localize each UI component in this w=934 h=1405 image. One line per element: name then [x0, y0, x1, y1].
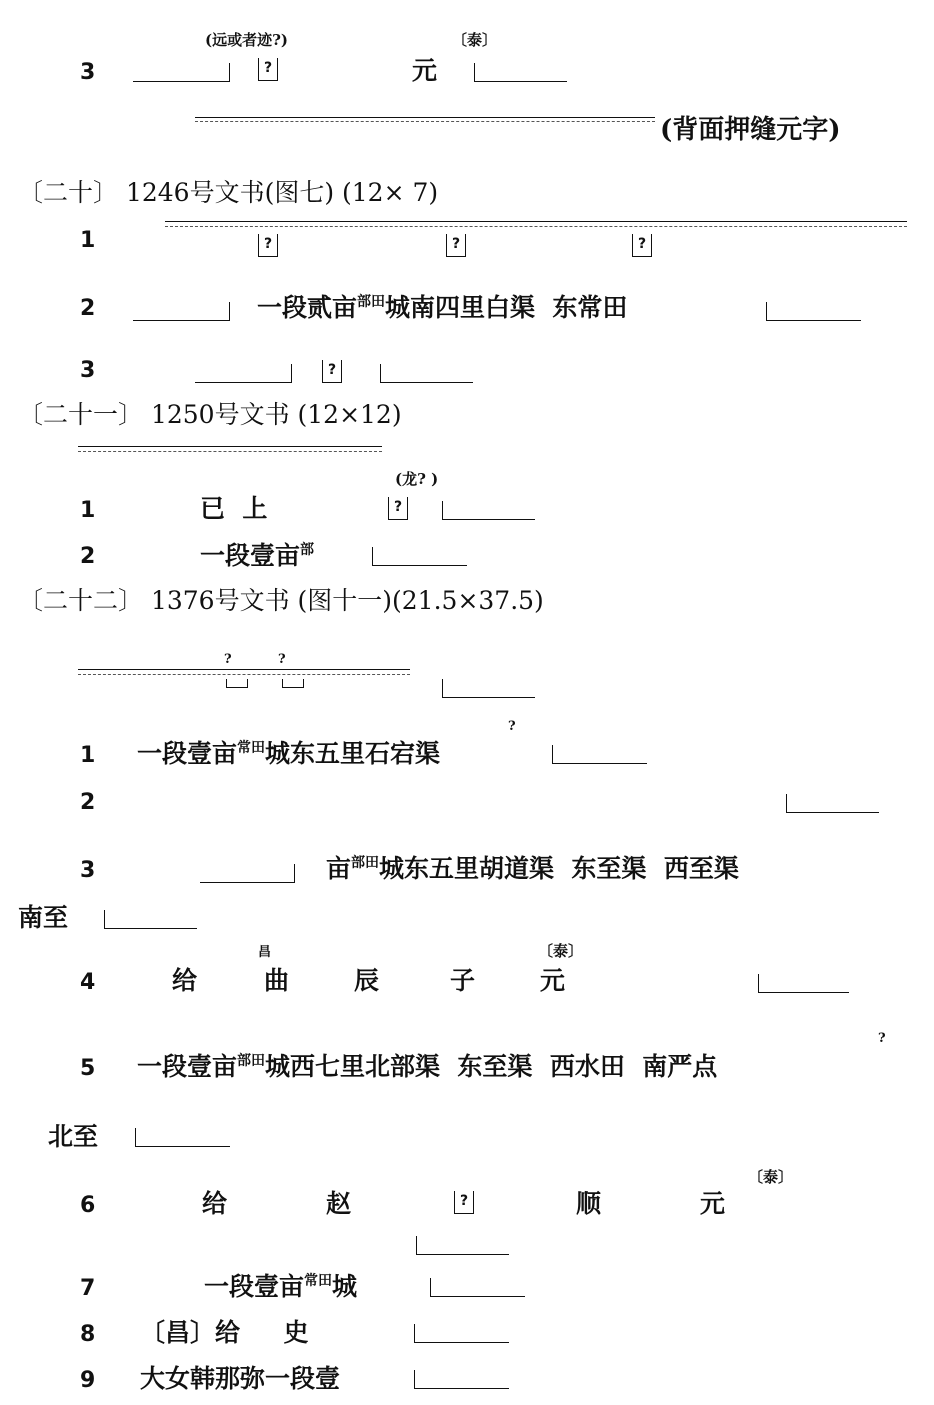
line-number: 3: [80, 858, 96, 883]
char: 顺: [576, 1189, 602, 1218]
line-number: 8: [80, 1322, 96, 1347]
uncertain-char-box: ?: [322, 360, 342, 383]
text-line: 一段壹亩$^{常田}$城东五里石宕渠: [137, 739, 441, 768]
line-number: 9: [80, 1368, 96, 1393]
lacuna-right: [135, 1128, 230, 1147]
section-heading-22: 〔二十二〕 1376号文书 (图十一)(21.5×37.5): [18, 586, 544, 615]
line-number: 3: [80, 60, 96, 85]
lacuna-right: [414, 1324, 509, 1343]
uncertain-char-box: ?: [454, 1191, 474, 1214]
char: 给: [172, 966, 198, 995]
text-line: 一段壹亩$^{常田}$城: [204, 1272, 358, 1301]
damaged-char-mark: [282, 679, 304, 688]
uncertain-mark: ?: [878, 1031, 886, 1046]
char: 元: [700, 1189, 726, 1218]
back-seam-note: (背面押缝元字): [660, 115, 841, 145]
lacuna-right: [766, 302, 861, 321]
top-edge-line: [78, 669, 410, 670]
lacuna-right: [442, 679, 535, 698]
line-number: 2: [80, 790, 96, 815]
char: 赵: [326, 1189, 352, 1218]
restored-char-note: 〔泰〕: [538, 942, 584, 960]
uncertain-char-box: ?: [258, 234, 278, 257]
lacuna-left: [195, 364, 292, 383]
uncertain-char-box: ?: [632, 234, 652, 257]
line-number: 3: [80, 358, 96, 383]
line-number: 2: [80, 544, 96, 569]
lacuna-left: [200, 864, 295, 883]
lacuna-right: [416, 1236, 509, 1255]
interlinear-char: 昌: [258, 945, 272, 960]
lacuna-right: [758, 974, 849, 993]
lacuna-right: [414, 1370, 509, 1389]
line-number: 6: [80, 1193, 96, 1218]
char: 子: [450, 966, 476, 995]
uncertain-char-box: ?: [388, 497, 408, 520]
top-edge-line-dashed: [78, 674, 410, 675]
seam-line: [195, 117, 655, 118]
line-number: 5: [80, 1056, 96, 1081]
text-line: 北至: [48, 1122, 99, 1151]
uncertain-mark: ?: [278, 652, 286, 667]
text-line: 南至: [18, 903, 69, 932]
uncertain-char-box: ?: [258, 58, 278, 81]
uncertain-char-box: ?: [446, 234, 466, 257]
restored-char-note: 〔泰〕: [748, 1168, 794, 1186]
lacuna-right: [442, 501, 535, 520]
lacuna-left: [133, 302, 230, 321]
text-line: 一段壹亩$^{部田}$城西七里北部渠 东至渠 西水田 南严点: [137, 1052, 718, 1081]
lacuna-right: [380, 364, 473, 383]
char: 曲: [264, 966, 290, 995]
top-edge-line: [78, 446, 382, 447]
char: 辰: [354, 966, 380, 995]
lacuna-right: [104, 910, 197, 929]
text-line: 大女韩那弥一段壹: [140, 1364, 341, 1393]
lacuna-right: [430, 1278, 525, 1297]
char: 元: [540, 966, 566, 995]
uncertain-mark: ?: [508, 719, 516, 734]
text-line: 已 上: [200, 494, 268, 523]
line-number: 1: [80, 498, 96, 523]
text-line: 〔昌〕给 史: [140, 1318, 309, 1347]
section-heading-21: 〔二十一〕 1250号文书 (12×12): [18, 400, 402, 429]
uncertain-mark: ?: [224, 652, 232, 667]
top-edge-line: [165, 221, 907, 222]
lacuna-right: [552, 745, 647, 764]
line-number: 7: [80, 1276, 96, 1301]
lacuna-right: [372, 547, 467, 566]
text-line: 亩$^{部田}$城东五里胡道渠 东至渠 西至渠: [326, 854, 739, 883]
text-line: 一段壹亩$^部$: [200, 541, 315, 570]
top-edge-line-dashed: [78, 451, 382, 452]
char-yuan: 元: [412, 56, 438, 85]
uncertain-reading-note: (远或者迹?): [205, 31, 288, 49]
lacuna-left: [133, 63, 230, 82]
line-number: 4: [80, 970, 96, 995]
seam-line-dashed: [195, 121, 655, 122]
lacuna-right: [786, 794, 879, 813]
damaged-char-mark: [226, 679, 248, 688]
restored-char-note: 〔泰〕: [452, 31, 498, 49]
char: 给: [202, 1189, 228, 1218]
lacuna-right: [474, 63, 567, 82]
line-number: 2: [80, 296, 96, 321]
top-edge-line-dashed: [165, 226, 907, 227]
section-heading-20: 〔二十〕 1246号文书(图七) (12× 7): [18, 178, 439, 207]
uncertain-reading-note: (龙? ): [395, 470, 439, 488]
text-line: 一段贰亩$^{部田}$城南四里白渠 东常田: [257, 293, 628, 322]
line-number: 1: [80, 743, 96, 768]
line-number: 1: [80, 228, 96, 253]
